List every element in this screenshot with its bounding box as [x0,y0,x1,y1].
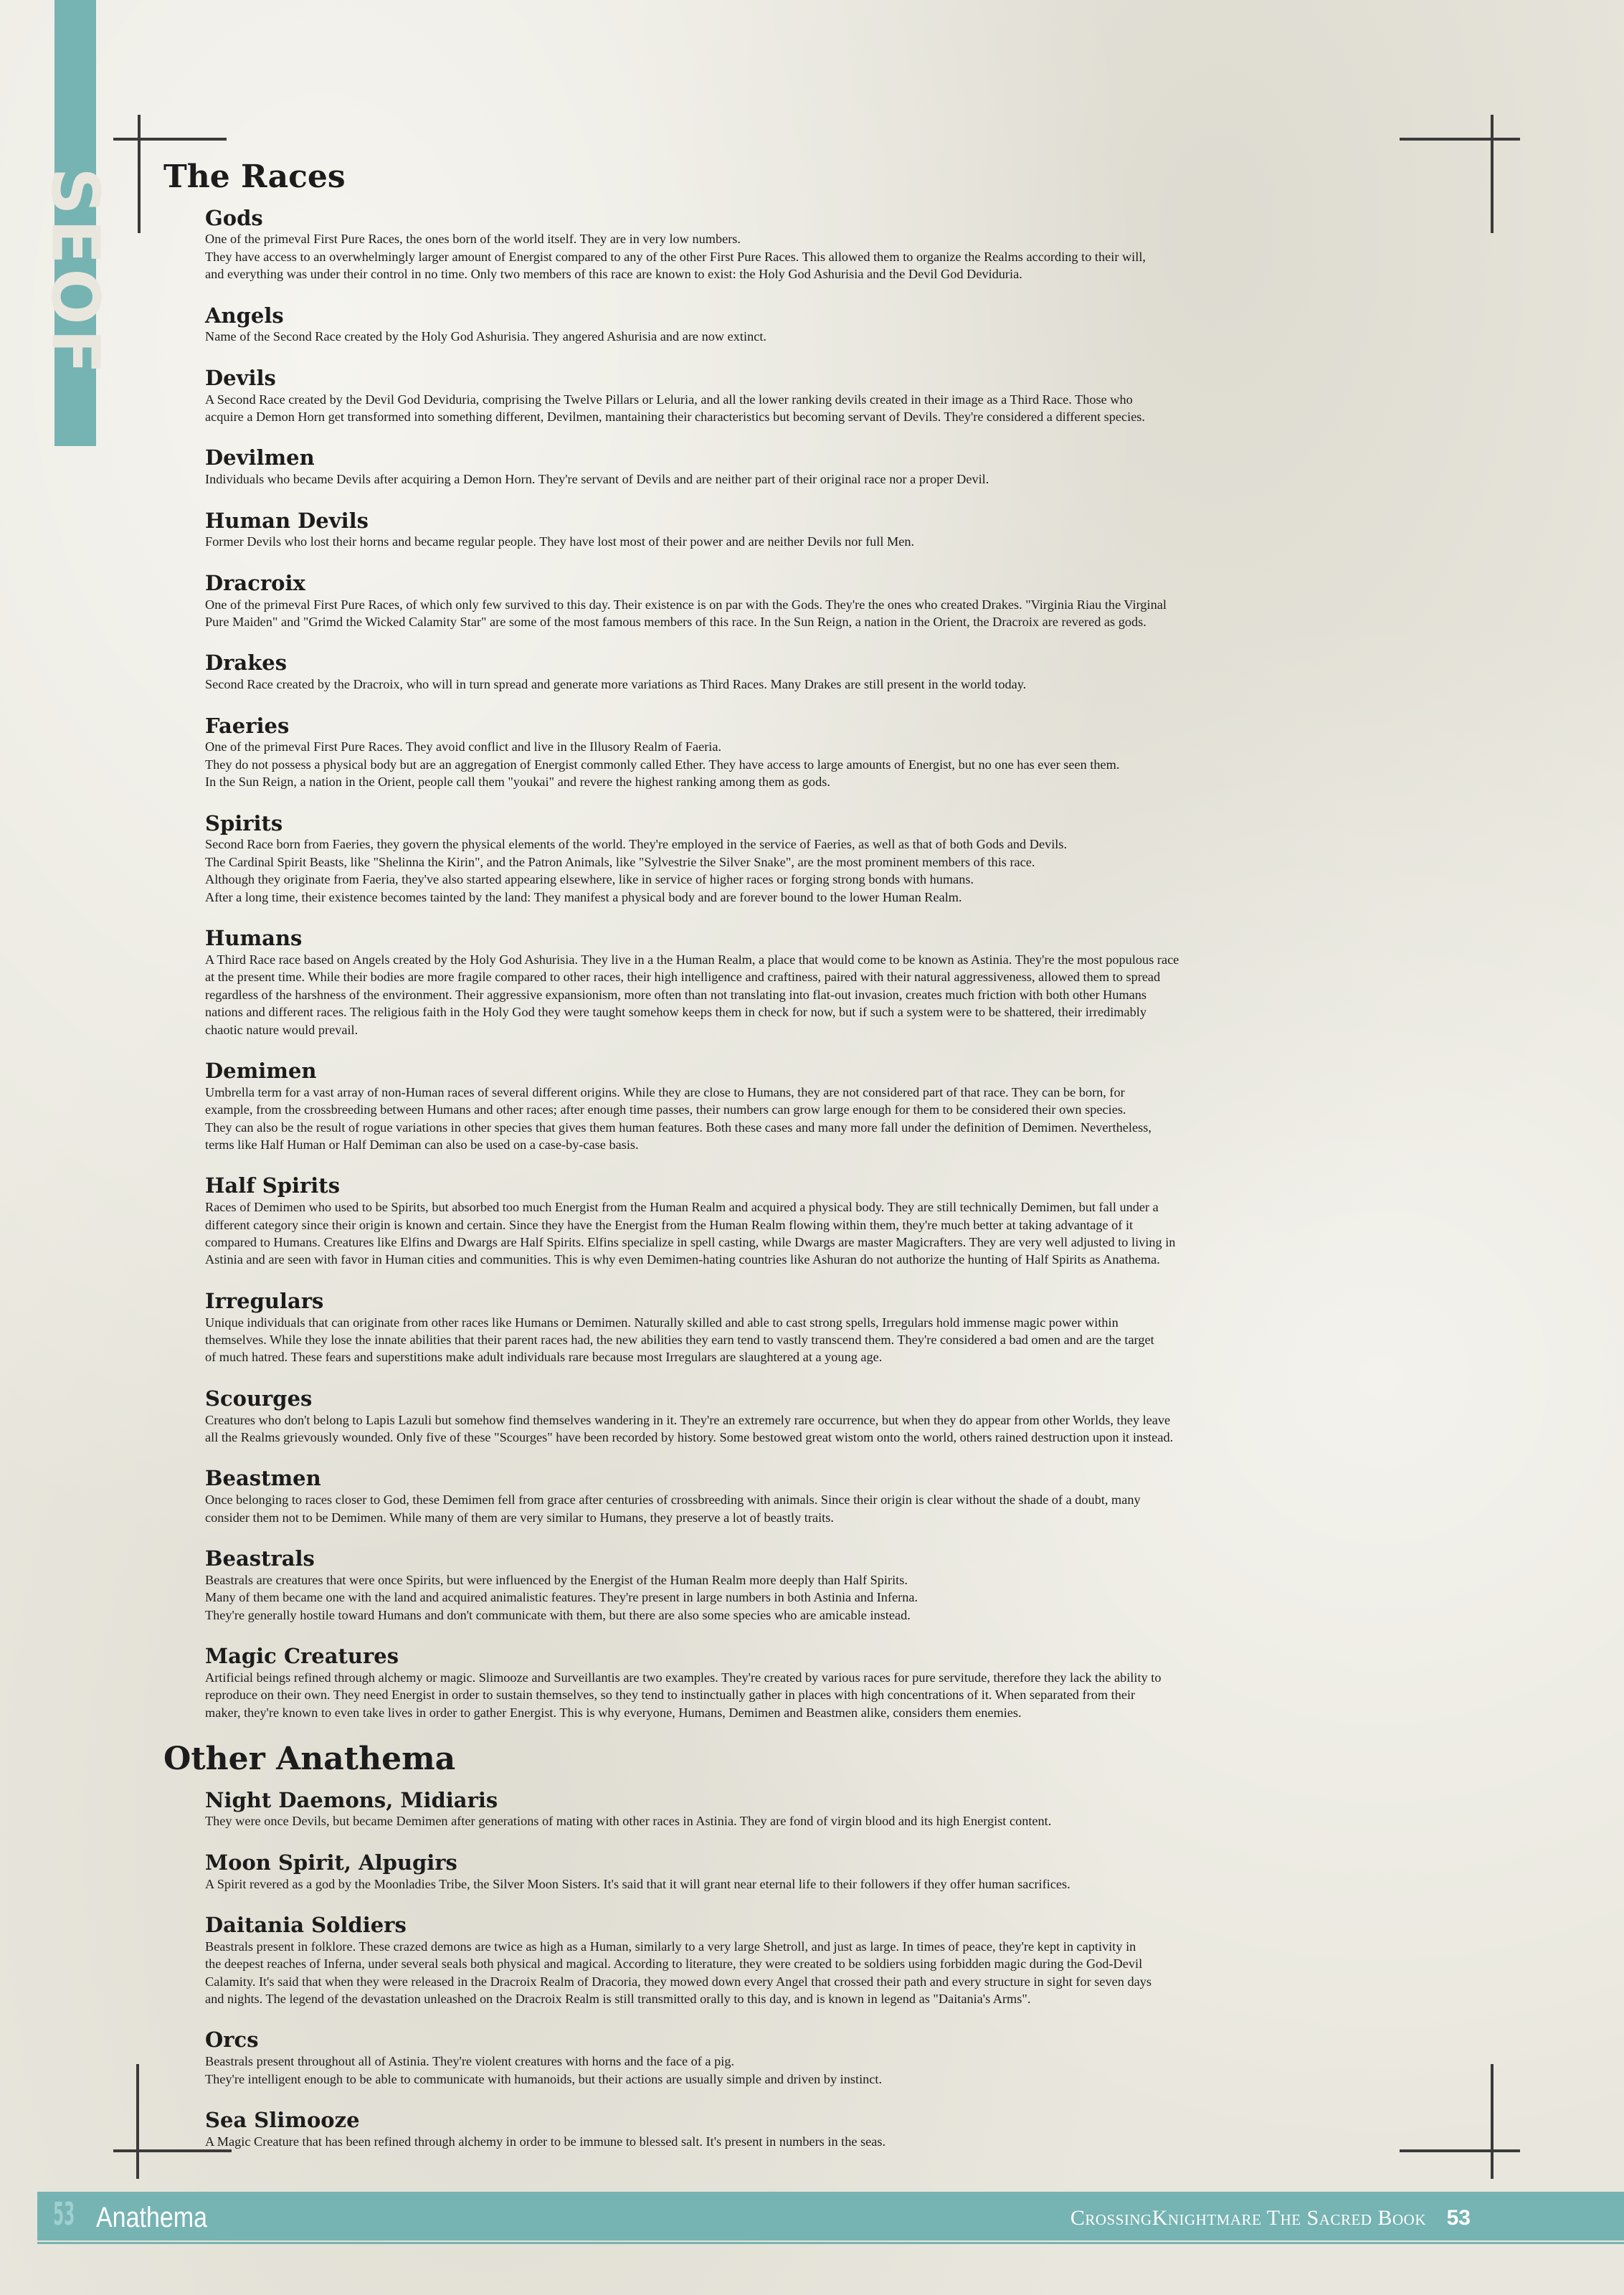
entry [205,1850,1440,1893]
page-content [163,159,1440,2170]
entry-title: Irregulars [205,1288,324,1313]
entry [205,1644,1440,1721]
entry-description: Beastrals present in folklore. These crazed demons are twice as high as a Human, similarly to a very large Shetroll, and just as large. In times of peace, they're kept in captivity in the deepest reaches of Inferna, under several seals both physical and magical. According to literature, they were created to be soldiers using forbidden magic during the God-Devil Calamity. It's said that when they were released in the Dracroix Realm of Dracoria, they mowed down every Angel that crossed their path and every structure in sight for seven days and nights. The legend of the devastation unleashed on the Dracroix Realm is still transmitted orally to this day, and is known in legend as "Daitania's Arms". [205,1939,1151,2007]
entry [205,508,1440,551]
entry-description: Individuals who became Devils after acquiring a Demon Horn. They're servant of Devils and are neither part of their original race nor a proper Devil. [205,472,989,487]
entry-title: Devils [205,365,276,390]
crop-mark-tr-h [1400,138,1520,141]
entry-description: Second Race created by the Dracroix, who will in turn spread and generate more variations as Third Races. Many Drakes are still present in the world today. [205,677,1027,692]
entry [205,303,1440,346]
entry-title: Angels [205,303,284,328]
entry-list [163,1788,1440,2151]
entry-description: A Spirit revered as a god by the Moonladies Tribe, the Silver Moon Sisters. It's said that it will grant near eternal life to their followers if they offer human sacrifices. [205,1876,1070,1891]
entry-title: Moon Spirit, Alpugirs [205,1850,457,1875]
chapter-title: Anathema [96,2202,207,2233]
entry-title: Humans [205,926,303,951]
entry-title: Half Spirits [205,1173,341,1198]
entry [205,1386,1440,1447]
entry-description: Umbrella term for a vast array of non-Human races of several different origins. While they are close to Humans, they are not considered part of that race. They can be born, for example, from the crossbreeding between Humans and other races; after enough time passes, their numbers can grow large enough for them to be considered their own species. They can also be the result of rogue variations in other species that gives them human features. Both these cases and many more fall under the definition of Demimen. Nevertheless, terms like Half Human or Half Demiman can also be used on a case-by-case basis. [205,1084,1151,1152]
entry-title: Scourges [205,1386,313,1411]
entry-description: Second Race born from Faeries, they govern the physical elements of the world. They're employed in the service of Faeries, as well as that of both Gods and Devils. The Cardinal Spirit Beasts, like "Shelinna the Kirin", and the Patron Animals, like "Sylvestrie the Silver Snake", are the most prominent members of this race. Although they originate from Faeria, they've also started appearing elsewhere, like in service of higher races or forging strong bonds with humans. After a long time, their existence becomes tainted by the land: They manifest a physical body and are forever bound to the lower Human Realm. [205,837,1068,904]
footer-rule [37,2242,1624,2244]
side-tab [37,100,114,445]
entry-description: They were once Devils, but became Demimen after generations of mating with other races in Astinia. They are fond of virgin blood and its high Energist content. [205,1814,1052,1829]
entry-description: Beastrals present throughout all of Astinia. They're violent creatures with horns and the face of a pig. They're intelligent enough to be able to communicate with humanoids, but their actions are usually simple and driven by instinct. [205,2054,883,2086]
entry [205,926,1440,1038]
entry [205,1289,1440,1366]
entry [205,714,1440,791]
entry-title: Daitania Soldiers [205,1913,407,1938]
entry-description: Unique individuals that can originate from other races like Humans or Demimen. Naturally skilled and able to cast strong spells, Irregulars hold immense magic power within themselves. While they lose the innate abilities that their parent races had, the new abilities they earn tend to vastly transcend them. They're considered a bad omen and are the target of much hatred. These fears and superstitions make adult individuals rare because most Irregulars are slaughtered at a young age. [205,1315,1154,1365]
entry-title: Beastrals [205,1546,315,1571]
entry-title: Sea Slimooze [205,2108,360,2133]
crop-mark-tl-h [113,138,227,141]
entry-title: Drakes [205,650,288,676]
section-title: The Races [163,158,346,195]
book-title: CrossingKnightmare The Sacred Book [1070,2206,1426,2230]
entry-title: Devilmen [205,445,315,470]
entry [205,1173,1440,1268]
entry-description: One of the primeval First Pure Races. They avoid conflict and live in the Illusory Realm of Faeria. They do not possess a physical body but are an aggregation of Energist commonly called Ether. They have access to large amounts of Energist, but no one has ever seen them. In the Sun Reign, a nation in the Orient, people call them "youkai" and revere the highest ranking among them as gods. [205,739,1120,790]
section-title: Other Anathema [163,1741,456,1778]
entry-description: A Second Race created by the Devil God Deviduria, comprising the Twelve Pillars or Leluria, and all the lower ranking devils created in their image as a Third Race. Those who acquire a Demon Horn get transformed into something different, Devilmen, mantaining their characteristics but becoming servant of Devils. They're considered a different species. [205,392,1145,425]
entry-list [163,206,1440,1721]
entry-title: Spirits [205,810,283,836]
entry-description: A Third Race race based on Angels created by the Holy God Ashurisia. They live in a the Human Realm, a place that would come to be known as Astinia. They're the most populous race at the present time. While their bodies are more fragile compared to other races, their high intelligence and craftiness, paired with their natural aggressiveness, allowed them to spread regardless of the harshness of the environment. Their aggressive expansionism, more often than not translating into flat-out invasion, creates much friction with both other Humans nations and different races. The religious faith in the Holy God they were taught somehow keeps them in check for now, but if such a system were to be shattered, their irredimably chaotic nature would prevail. [205,952,1179,1037]
entry [205,206,1440,283]
entry-title: Dracroix [205,570,305,595]
crop-mark-br-v [1491,2064,1494,2179]
entry-title: Orcs [205,2027,259,2053]
entry [205,1788,1440,1830]
entry [205,571,1440,631]
entry-description: Name of the Second Race created by the Holy God Ashurisia. They angered Ashurisia and are now extinct. [205,329,766,344]
entry-title: Magic Creatures [205,1644,399,1668]
entry-description: Former Devils who lost their horns and became regular people. They have lost most of their power and are neither Devils nor full Men. [205,534,915,549]
page-number-left: 53 [53,2196,75,2233]
entry [205,650,1440,693]
entry [205,1059,1440,1153]
entry [205,2027,1440,2088]
entry-title: Gods [205,205,263,230]
entry-description: One of the primeval First Pure Races, the ones born of the world itself. They are in very low numbers. They have access to an overwhelmingly larger amount of Energist compared to any of the other First Pure Races. This allowed them to organize the Realms according to their will, and everything was under their control in no time. Only two members of this race are known to exist: the Holy God Ashurisia and the Devil God Deviduria. [205,232,1146,282]
page-number-right: 53 [1446,2206,1471,2230]
entry [205,811,1440,906]
crop-mark-bl-v [136,2064,139,2179]
section-other-anathema [163,1741,1440,2150]
entry-description: One of the primeval First Pure Races, of which only few survived to this day. Their existence is on par with the Gods. They're the ones who created Drakes. "Virginia Riau the Virginal Pure Maiden" and "Grimd the Wicked Calamity Star" are some of the most famous members of this race. In the Sun Reign, a nation in the Orient, the Dracroix are revered as gods. [205,597,1167,630]
entry-description: Once belonging to races closer to God, these Demimen fell from grace after centuries of crossbreeding with animals. Since their origin is clear without the shade of a doubt, many consider them not to be Demimen. While many of them are very similar to Humans, they preserve a lot of beastly traits. [205,1492,1141,1525]
entry [205,1466,1440,1526]
entry-title: Beastmen [205,1466,321,1491]
entry-description: Races of Demimen who used to be Spirits, but absorbed too much Energist from the Human Realm and acquired a physical body. They are still technically Demimen, but fall under a different category since their origin is known and certain. Since they have the Energist from the Human Realm flowing within them, they're much better at taking advantage of it compared to Humans. Creatures like Elfins and Dwargs are Half Spirits. Elfins specialize in spell casting, while Dwargs are master Magicrafters. They are very well adjusted to living in Astinia and are seen with favor in Human cities and communities. This is why even Demimen-hating countries like Ashuran do not authorize the hunting of Half Spirits as Anathema. [205,1200,1176,1267]
entry [205,1546,1440,1624]
entry-description: A Magic Creature that has been refined through alchemy in order to be immune to blessed salt. It's present in numbers in the seas. [205,2134,886,2149]
entry [205,1913,1440,2007]
entry-title: Night Daemons, Midiaris [205,1787,498,1812]
entry [205,2108,1440,2150]
entry [205,445,1440,488]
entry-title: Human Devils [205,508,369,533]
section-the-races [163,159,1440,1721]
crop-mark-tl-v [138,115,141,233]
side-tab-label: SEOF [37,166,114,379]
entry-description: Creatures who don't belong to Lapis Lazuli but somehow find themselves wandering in it. They're an extremely rare occurrence, but when they do appear from other Worlds, they leave all the Realms grievously wounded. Only five of these "Scourges" have been recorded by history. Some bestowed great wistom onto the world, others rained destruction upon it instead. [205,1412,1174,1444]
entry [205,366,1440,426]
entry-title: Demimen [205,1058,317,1083]
crop-mark-tr-v [1491,115,1494,233]
entry-title: Faeries [205,713,290,738]
entry-description: Artificial beings refined through alchemy or magic. Slimooze and Surveillantis are two examples. They're created by various races for pure servitude, therefore they lack the ability to reproduce on their own. They need Energist in order to sustain themselves, so they tend to instinctually gather in places with high concentrations of it. When separated from their maker, they're known to even take lives in order to gather Energist. This is why everyone, Humans, Demimen and Beastmen alike, considers them enemies. [205,1670,1162,1720]
entry-description: Beastrals are creatures that were once Spirits, but were influenced by the Energist of the Human Realm more deeply than Half Spirits. Many of them became one with the land and acquired animalistic features. They're present in large numbers in both Astinia and Inferna. They're generally hostile toward Humans and don't communicate with them, but there are also some species who are amicable instead. [205,1572,918,1622]
